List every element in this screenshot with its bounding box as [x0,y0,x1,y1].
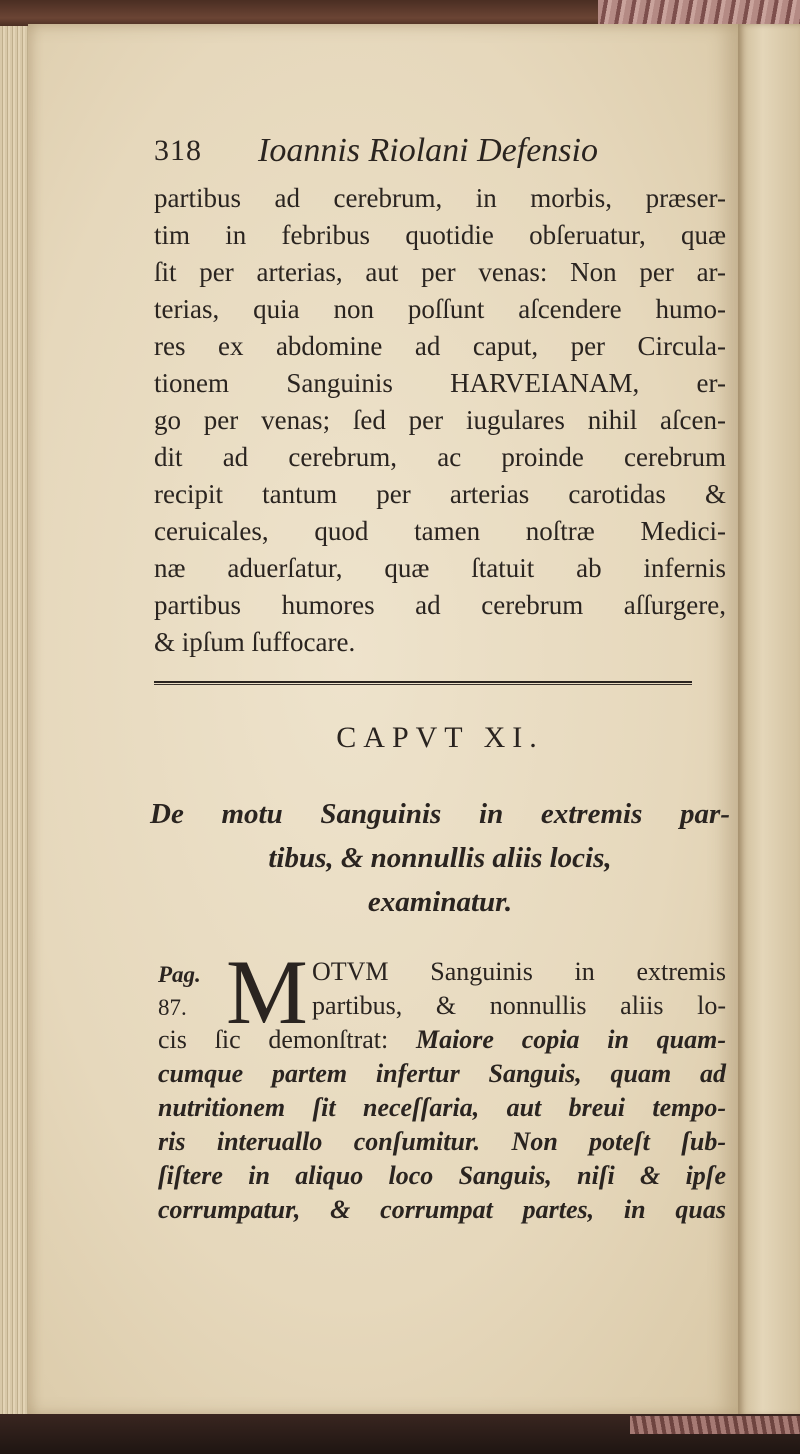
text-line [158,1023,726,1057]
text-line: partibus humores ad cerebrum aſſurgere, [154,590,726,620]
text-line: ſiſtere in aliquo loco Sanguis, niſi & ipſe [158,1161,726,1190]
text-line: cumque partem infertur Sanguis, quam ad [158,1059,726,1088]
paragraph-body [158,1023,726,1227]
text-line: & ipſum ſuffocare. [154,627,356,657]
text-line: OTVM Sanguinis in extremis [312,957,726,986]
italic-run: Maiore copia in quam- [415,1025,726,1054]
text-line: nutritionem ſit neceſſaria, aut breui tempo- [158,1093,726,1122]
text-line: ceruicales, quod tamen noſtræ Medici- [154,516,726,546]
chapter-title-line: tibus, & nonnullis aliis locis, [268,842,612,874]
text-line: tionem Sanguinis HARVEIANAM, er- [154,368,726,398]
paragraph-opening [312,955,726,1023]
chapter-heading: CAPVT XI. [336,721,544,754]
text-run: cis ſic demonſtrat: [158,1025,416,1054]
text-line: res ex abdomine ad caput, per Circula- [154,331,726,361]
text-line: go per venas; ſed per iugulares nihil aſcen- [154,405,726,435]
text-line: terias, quia non poſſunt aſcendere humo- [154,294,726,324]
text-line: partibus, & nonnullis aliis lo- [312,991,726,1020]
margin-note-abbr: Pag. [158,962,201,987]
text-line: partibus ad cerebrum, in morbis, præser- [154,183,726,213]
chapter-title [150,792,730,924]
text-line: ris interuallo conſumitur. Non poteſt ſub- [158,1127,726,1156]
page-header [154,134,714,180]
margin-note [158,958,218,1024]
text-line: ſit per arterias, aut per venas: Non per ar- [154,257,726,287]
chapter-title-line: De motu Sanguinis in extremis par- [150,798,730,830]
body-text [154,180,726,661]
bottom-ribbon [630,1416,800,1434]
text-line: tim in febribus quotidie obſeruatur, quæ [154,220,726,250]
drop-cap: M [226,941,308,1043]
text-line: næ aduerſatur, quæ ſtatuit ab infernis [154,553,726,583]
text-line: corrumpatur, & corrumpat partes, in quas [158,1195,726,1224]
margin-note-number: 87. [158,995,187,1020]
section-rule [154,681,692,685]
text-line: recipit tantum per arterias carotidas & [154,479,726,509]
page-number: 318 [154,134,202,167]
running-head: Ioannis Riolani Defensio [258,132,598,169]
text-line: dit ad cerebrum, ac proinde cerebrum [154,442,726,472]
chapter-title-line: examinatur. [367,886,513,918]
facing-page-edge [738,24,800,1416]
